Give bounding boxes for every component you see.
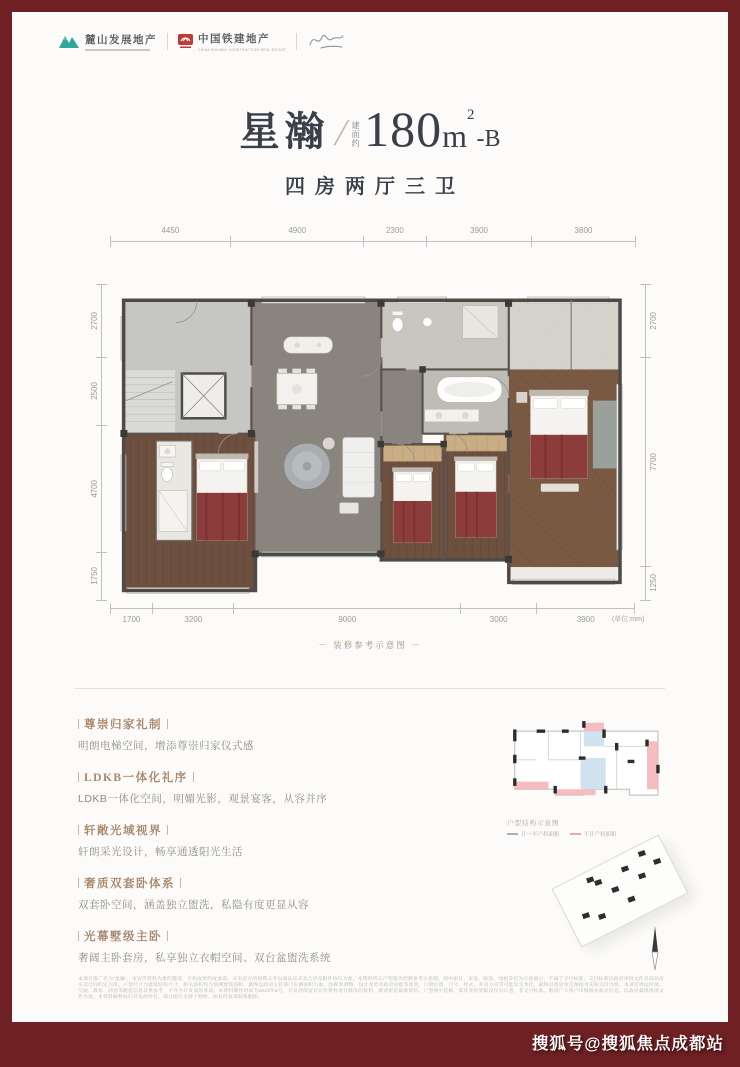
dim-chain-top: [110, 226, 635, 242]
watermark: 搜狐号@搜狐焦点成都站: [531, 1035, 724, 1053]
legend-label: 不计产权面积: [583, 832, 617, 838]
legend-swatch-no-area: [570, 833, 581, 836]
dim-label: 1250: [648, 574, 658, 592]
feature-desc: 明朗电梯空间，增添尊崇归家仪式感: [78, 740, 254, 752]
dim-label: 2500: [89, 382, 99, 401]
dim-label: 1700: [122, 615, 141, 624]
side-table: [323, 438, 335, 450]
dim-chain-left: [86, 284, 102, 600]
dim-label: 2700: [89, 311, 99, 330]
logo-crcc: [178, 31, 286, 52]
bed-bedroom-1: [196, 454, 249, 541]
title-name: 星瀚: [239, 109, 330, 154]
inset-legend: [507, 830, 617, 838]
logo-crcc-label: 中国铁建地产: [198, 32, 270, 45]
logo-signature: [307, 30, 345, 52]
head-bar: [78, 878, 79, 888]
dim-chain-right: [645, 284, 661, 600]
logo-lushan: [58, 32, 157, 51]
dim-label: 7700: [648, 452, 658, 471]
title-suffix: -B: [476, 125, 501, 152]
logo-divider: [167, 33, 168, 50]
dim-label: 3900: [470, 226, 488, 235]
dim-label: 4700: [89, 479, 99, 498]
unit-label: (单位:mm): [612, 616, 645, 623]
dim-label: 3900: [576, 615, 595, 624]
logo-crcc-sub: CHINA RAILWAY CONSTRUCTION REAL ESTATE: [198, 47, 286, 52]
feature-item: [78, 769, 478, 806]
frame-right: [728, 0, 740, 1067]
section-divider: [75, 688, 665, 689]
nightstand: [516, 392, 527, 403]
toilet: [392, 318, 403, 332]
feature-item: [78, 822, 478, 859]
master-closet: [509, 300, 620, 369]
sink: [423, 317, 432, 326]
feature-desc: LDKB一体化空间，明媚光影，观景宴客，从容并序: [78, 793, 328, 805]
head-bar: [78, 825, 79, 835]
title-area-superscript: 2: [466, 107, 475, 123]
master-rug: [593, 401, 618, 469]
bathtub: [437, 377, 502, 403]
frame-left: [0, 0, 12, 1067]
title-area-unit: m: [442, 118, 467, 154]
dim-label: 4450: [161, 226, 180, 235]
double-vanity: [425, 409, 479, 421]
feature-desc: 双套卧空间，涵盖独立盥洗，私隐有度更显从容: [78, 899, 309, 911]
mountain-logo-icon: [58, 33, 80, 50]
legal-disclaimer: 本项目推广名为“星瀚”，本宣传资料为要约邀请，不构成要约或承诺，买卖双方的权利义务以商品房买卖合同及附件协议为准。本资料所示户型图为装修参考示意图，图中家具、家电、陈设、绿植等仅为示意展示，不属于交付标准；交付标准以政府审批文件及商品房买卖合同约定为准。户型尺寸为建筑结构尺寸，相关面积均为预测建筑面积，最终以政府主管部门实测面积为准。因规划调整、设计变更及政府审批等原因，门窗位置、尺寸、样式、开启方向等可能发生变化，最终以政府审定图纸及实际交付为准。本项目周边环境、交通、教育、商业等配套信息仅供参考，不作为开发商的承诺。本资料制作时间为2023年6月，开发商保留对宣传资料进行修改的权利，敬请留意最新资料。户型图中装修、家具及软装陈设仅为示意，非交付标准。敬请广大客户审慎核实相关信息，以政府最终批准文件为准。本资料解释权归开发商所有，部分图片来源于网络，如有侵权请联系删除。: [78, 977, 664, 1000]
inset-caption: 户型结构示意图: [507, 820, 560, 827]
brand-bar: [58, 29, 345, 53]
dim-chain-bottom: [110, 608, 635, 624]
crcc-logo-icon: [178, 34, 193, 49]
frame-top: [0, 0, 740, 12]
feature-title: 奢质双套卧体系: [84, 878, 175, 890]
signature-icon: [307, 30, 345, 52]
head-bar: [167, 931, 168, 941]
structure-inset-diagram: [503, 714, 663, 814]
logo-divider: [296, 33, 297, 50]
plan-caption: － 装修参考示意图 －: [318, 640, 422, 650]
feature-title: 光幕墅级主卧: [84, 931, 162, 943]
ottoman: [340, 503, 359, 514]
tv-cabinet: [254, 441, 258, 493]
legend-item: [570, 830, 617, 838]
structure-inset-svg: [503, 714, 663, 814]
feature-title: 尊崇归家礼制: [84, 719, 162, 731]
head-bar: [78, 719, 79, 729]
feature-title: 轩敞光域视界: [84, 825, 162, 837]
head-bar: [167, 825, 168, 835]
feature-desc: 奢阔主卧套房，私享独立衣帽空间、双台盆盥洗系统: [78, 952, 331, 964]
feature-item: [78, 928, 478, 965]
feature-title: LDKB一体化礼序: [84, 772, 188, 784]
plan-title: [0, 101, 740, 157]
dim-label: 3800: [574, 226, 593, 235]
elevator: [182, 374, 225, 419]
title-area-prefix: 建面约: [351, 121, 361, 148]
feature-item: [78, 875, 478, 912]
feature-item: [78, 716, 478, 753]
feature-desc: 轩朗采光设计，畅享通透阳光生活: [78, 846, 243, 858]
dining-table: [277, 369, 317, 410]
dim-label: 1750: [89, 567, 99, 586]
floorplan-svg: [107, 284, 638, 600]
bench: [541, 484, 579, 492]
compass-north-icon: [648, 926, 662, 970]
toilet: [162, 467, 173, 481]
floorplan: [107, 284, 638, 600]
head-bar: [180, 878, 181, 888]
head-bar: [167, 719, 168, 729]
legend-item: [507, 830, 560, 838]
title-area-value: 180: [364, 101, 443, 157]
stairs: [125, 370, 175, 432]
site-plan-minimap: [552, 834, 689, 947]
logo-lushan-label: 麓山发展地产: [85, 33, 157, 46]
dim-label: 3000: [489, 615, 508, 624]
title-slash: /: [331, 112, 351, 154]
dim-label: 4900: [288, 226, 307, 235]
logo-lushan-tagline-bar: [85, 49, 150, 51]
head-bar: [193, 772, 194, 782]
dim-label: 2700: [648, 311, 658, 330]
head-bar: [78, 931, 79, 941]
legend-label: 计一半产权面积: [521, 832, 560, 838]
frame-bottom: [0, 1022, 740, 1067]
dim-label: 2300: [385, 226, 404, 235]
dim-label: 9000: [338, 615, 357, 624]
kitchen-island: [284, 337, 333, 353]
layout-subtitle: 四房两厅三卫: [285, 176, 465, 198]
head-bar: [78, 772, 79, 782]
legend-swatch-half-area: [507, 833, 518, 836]
dim-label: 3200: [184, 615, 203, 624]
